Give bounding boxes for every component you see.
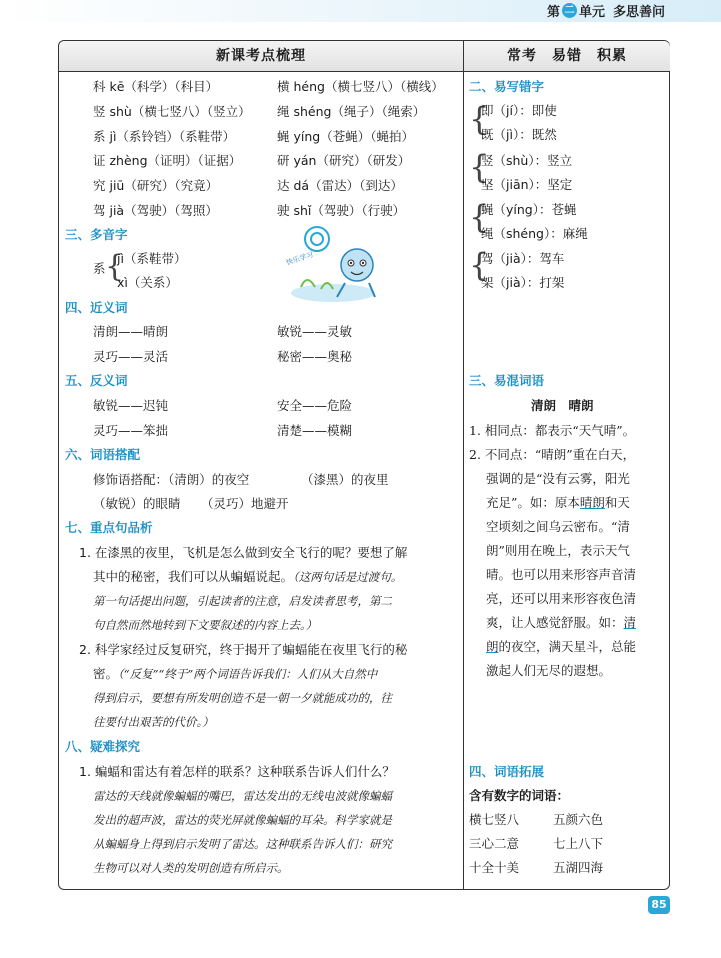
word-item: 驾 jià（驾驶）（驾照）: [93, 203, 218, 218]
word-item: 驶 shǐ（驾驶）（行驶）: [277, 203, 406, 218]
comparison-text: 强调的是“没有云雾，阳光: [486, 471, 630, 486]
synonym-pair: 灵巧——灵活: [93, 349, 169, 364]
comparison-text: [486, 639, 636, 655]
section-heading-inquiry: 八、疑难探究: [65, 739, 141, 754]
underlined-example: 清: [623, 615, 637, 630]
unit-prefix: 第: [546, 5, 560, 20]
collocation-item: 修饰语搭配：（清朗）的夜空: [93, 472, 250, 487]
inquiry-question: 1. 蝙蝠和雷达有着怎样的联系？这种联系告诉人们什么？: [79, 764, 395, 779]
section-heading-key-sentences: 七、重点句品析: [65, 520, 153, 535]
right-column-title: 常考 易错 积累: [463, 41, 670, 72]
unit-header: [547, 1, 665, 20]
comparison-text: [486, 495, 630, 511]
illustration-ground: [291, 284, 375, 302]
character-head-icon: [341, 249, 373, 281]
comparison-text: [486, 615, 636, 631]
inquiry-answer: 生物可以对人类的发明创造有所启示。: [93, 861, 289, 875]
inquiry-answer: 发出的超声波，雷达的荧光屏就像蝙蝠的耳朵。科学家就是: [93, 813, 392, 827]
word-item: 绳 shéng（绳子）（绳索）: [277, 104, 426, 119]
word-item: 横 héng（横七竖八）（横线）: [277, 79, 444, 94]
sentence-text: [93, 569, 402, 585]
antonym-pair: 敏锐——迟钝: [93, 398, 169, 413]
left-column-title: 新课考点梳理: [59, 41, 463, 72]
comparison-text: 朗”则用在晚上，表示天气: [486, 543, 630, 558]
page-number: 85: [648, 896, 670, 914]
section-heading-confusing-words: 三、易混词语: [469, 373, 545, 388]
unit-number-badge: 二: [562, 3, 577, 18]
comparison-text: 空顷刻之间乌云密布。“清: [486, 519, 630, 534]
content-frame: [58, 40, 670, 890]
brace-icon: {: [469, 246, 490, 284]
comparison-text: 激起人们无尽的遐想。: [486, 663, 612, 678]
sentence-text: [93, 666, 377, 682]
char-pair-item: 即（jí）：即使: [481, 103, 557, 118]
polyphone-reading: xì（关系）: [117, 275, 178, 290]
unit-motto: 多思善问: [612, 5, 665, 20]
comparison-text: 2. 不同点：“晴朗”重在白天，: [469, 447, 636, 462]
synonym-pair: 敏锐——灵敏: [277, 324, 353, 339]
inquiry-answer: 雷达的天线就像蝙蝠的嘴巴，雷达发出的无线电波就像蝙蝠: [93, 789, 392, 803]
sentence-text: 2. 科学家经过反复研究，终于揭开了蝙蝠能在夜里飞行的秘: [79, 642, 408, 657]
word-item: 系 jì（系铃铛）（系鞋带）: [93, 129, 236, 144]
char-pair-item: 竖（shù）：竖立: [481, 153, 573, 168]
word-item: 达 dá（雷达）（到达）: [277, 178, 403, 193]
char-pair-item: 坚（jiān）：坚定: [481, 177, 573, 192]
sentence-comment: 第一句话提出问题，引起读者的注意，启发读者思考，第二: [93, 594, 392, 608]
swirl-icon: [305, 227, 329, 251]
column-divider: [463, 71, 464, 889]
polyphone-char: 系: [93, 261, 106, 276]
sentence-text-part: 密。: [93, 666, 119, 681]
confusing-words-title: 清朗 晴朗: [531, 398, 594, 413]
underlined-example: 朗: [486, 639, 499, 654]
section-heading-word-expansion: 四、词语拓展: [469, 764, 545, 779]
comparison-text-part: 爽，让人感觉舒服。如：: [486, 615, 624, 630]
char-pair-item: 架（jià）：打架: [481, 275, 565, 290]
sentence-comment: 得到启示，要想有所发明创造不是一朝一夕就能成功的，往: [93, 691, 392, 705]
idiom-item: 七上八下: [553, 836, 604, 851]
brace-icon: {: [469, 148, 490, 186]
idiom-item: 五湖四海: [553, 860, 604, 875]
word-item: 竖 shù（横七竖八）（竖立）: [93, 104, 251, 119]
idiom-item: 十全十美: [469, 860, 520, 875]
cartoon-illustration: [281, 223, 381, 305]
comparison-text-part: 的夜空，满天星斗，总能: [498, 639, 637, 654]
word-item: 究 jiū（研究）（究竟）: [93, 178, 219, 193]
idiom-item: 横七竖八: [469, 812, 520, 827]
comparison-text: 1. 相同点：都表示“天气晴”。: [469, 423, 636, 438]
section-heading-collocation: 六、词语搭配: [65, 447, 141, 462]
char-pair-item: 蝇（yíng）：苍蝇: [481, 202, 577, 217]
collocation-item: （灵巧）地避开: [201, 496, 289, 511]
comparison-text: 晴。也可以用来形容声音清: [486, 567, 637, 582]
word-item: 研 yán（研究）（研发）: [277, 153, 411, 168]
section-heading-polyphone: 三、多音字: [65, 227, 128, 242]
sentence-comment: 往要付出艰苦的代价。）: [93, 715, 214, 729]
comparison-text-part: 充足”。如：原本: [486, 495, 580, 510]
word-item: 蝇 yíng（苍蝇）（蝇拍）: [277, 129, 414, 144]
sentence-comment: 句自然而然地转到下文要叙述的内容上去。）: [93, 618, 318, 632]
comparison-text-part: 和天: [604, 495, 630, 510]
word-item: 证 zhèng（证明）（证据）: [93, 153, 242, 168]
collocation-item: （敏锐）的眼睛: [93, 496, 181, 511]
polyphone-reading: jì（系鞋带）: [117, 251, 187, 266]
antonym-pair: 清楚——模糊: [277, 423, 353, 438]
idiom-item: 三心二意: [469, 836, 520, 851]
char-pair-item: 既（jì）：既然: [481, 127, 557, 142]
section-heading-antonyms: 五、反义词: [65, 373, 128, 388]
unit-suffix: 单元: [578, 5, 605, 20]
char-pair-item: 绳（shéng）：麻绳: [481, 226, 588, 241]
sentence-comment: （“反复”“终于”两个词语告诉我们：人们从大自然中: [118, 667, 378, 681]
inquiry-answer: 从蝙蝠身上得到启示发明了雷达。这种联系告诉人们：研究: [93, 837, 392, 851]
illustration-caption: 快乐学习: [285, 250, 315, 267]
sentence-text-part: 其中的秘密，我们可以从蝙蝠说起。: [93, 569, 294, 584]
comparison-text: 亮，还可以用来形容夜色清: [486, 591, 637, 606]
collocation-item: （漆黑）的夜里: [301, 472, 389, 487]
synonym-pair: 清朗——晴朗: [93, 324, 169, 339]
underlined-example: 晴朗: [579, 495, 605, 510]
sentence-comment: （这两句话是过渡句。: [293, 570, 403, 584]
section-heading-synonyms: 四、近义词: [65, 300, 128, 315]
sentence-text: 1. 在漆黑的夜里，飞机是怎么做到安全飞行的呢？要想了解: [79, 545, 408, 560]
brace-icon: {: [469, 100, 490, 138]
number-idioms-title: 含有数字的词语：: [469, 788, 570, 803]
char-pair-item: 驾（jià）：驾车: [481, 251, 565, 266]
antonym-pair: 安全——危险: [277, 398, 353, 413]
brace-icon: {: [469, 198, 490, 236]
brace-icon: {: [105, 249, 125, 284]
antonym-pair: 灵巧——笨拙: [93, 423, 169, 438]
word-item: 科 kē（科学）（科目）: [93, 79, 219, 94]
section-heading-error-prone-chars: 二、易写错字: [469, 79, 545, 94]
idiom-item: 五颜六色: [553, 812, 604, 827]
synonym-pair: 秘密——奥秘: [277, 349, 353, 364]
